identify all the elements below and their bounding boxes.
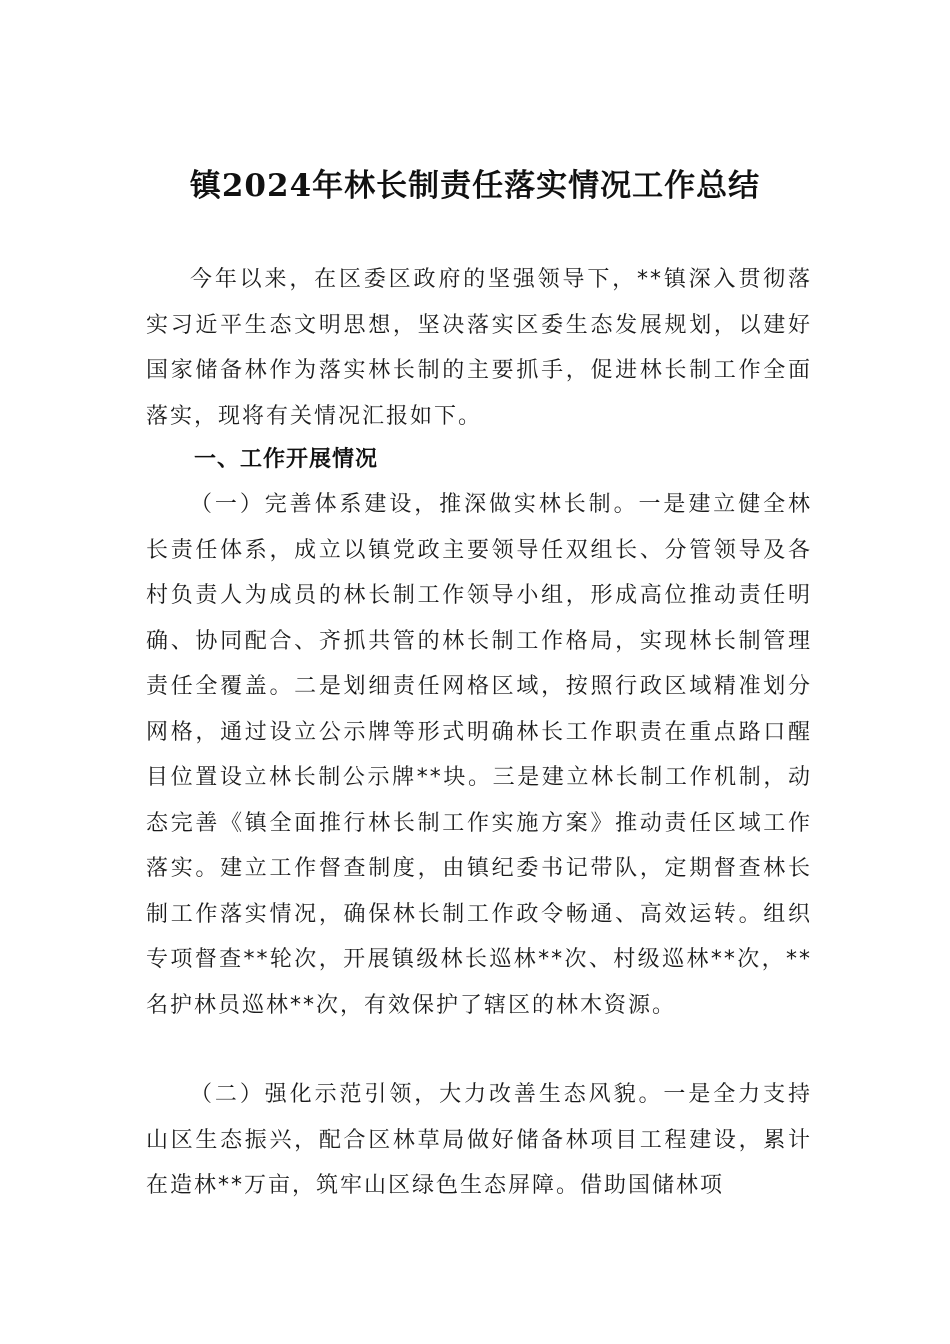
paragraph-1: （一）完善体系建设，推深做实林长制。一是建立健全林长责任体系，成立以镇党政主要领导任双组长、分管领导及各村负责人为成员的林长制工作领导小组，形成高位推动责任明确、协同配合、齐抓共管的林长制工作格局，实现林长制管理责任全覆盖。二是划细责任网格区域，按照行政区域精准划分网格，通过设立公示牌等形式明确林长工作职责在重点路口醒目位置设立林长制公示牌**块。三是建立林长制工作机制，动态完善《镇全面推行林长制工作实施方案》推动责任区域工作落实。建立工作督查制度，由镇纪委书记带队，定期督查林长制工作落实情况，确保林长制工作政令畅通、高效运转。组织专项督查**轮次，开展镇级林长巡林**次、村级巡林**次，**名护林员巡林**次，有效保护了辖区的林木资源。 xyxy=(146,492,812,1018)
intro-paragraph: 今年以来，在区委区政府的坚强领导下，**镇深入贯彻落实习近平生态文明思想，坚决落实区委生态发展规划，以建好国家储备林作为落实林长制的主要抓手，促进林长制工作全面落实，现将有关情况汇报如下。 xyxy=(146,267,812,429)
document-title: 镇2024年林长制责任落实情况工作总结 xyxy=(189,168,761,204)
paragraph-2: （二）强化示范引领，大力改善生态风貌。一是全力支持山区生态振兴，配合区林草局做好储备林项目工程建设，累计在造林**万亩，筑牢山区绿色生态屏障。借助国储林项 xyxy=(146,1082,812,1198)
section-heading: 一、工作开展情况 xyxy=(194,447,379,472)
